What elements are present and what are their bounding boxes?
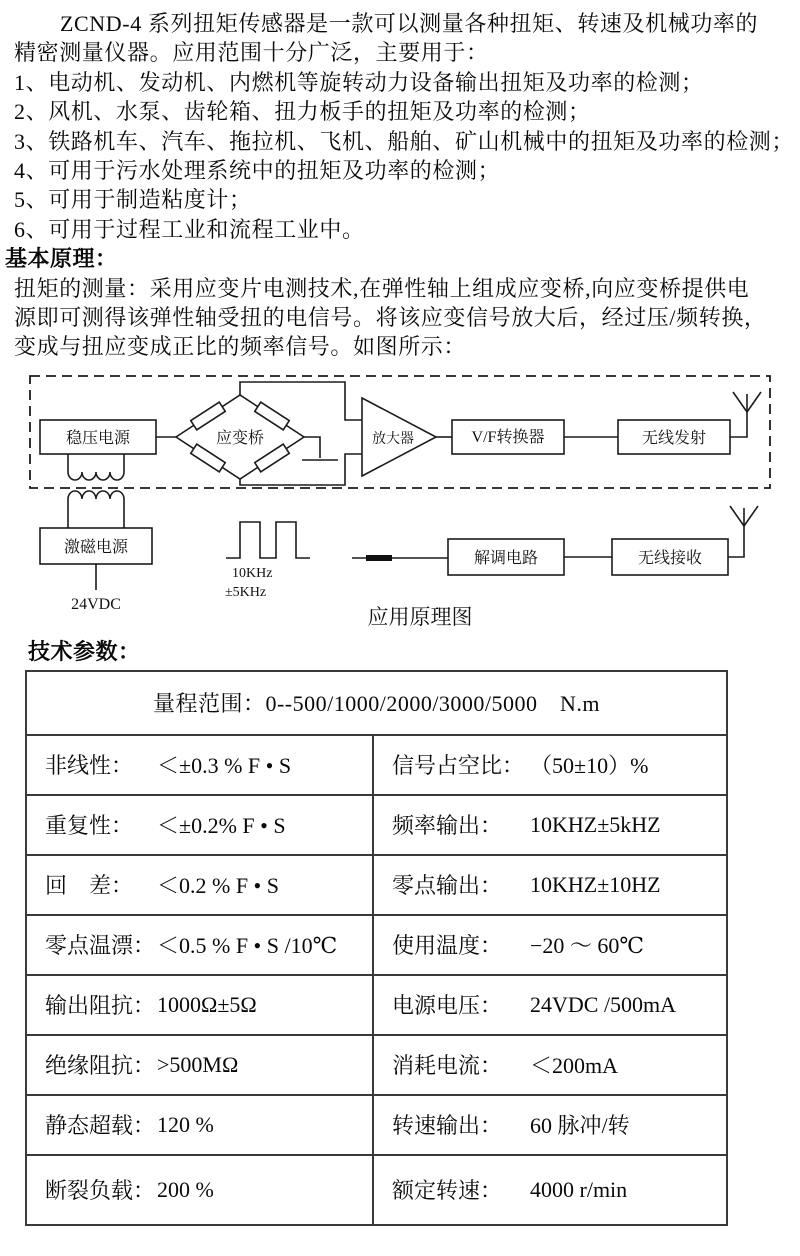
param-value: 1000Ω±5Ω bbox=[157, 991, 257, 1017]
demodulation-label: 解调电路 bbox=[473, 549, 539, 567]
table-cell bbox=[27, 974, 372, 1034]
tech-parameters-heading: 技术参数： bbox=[28, 638, 141, 664]
table-cell bbox=[372, 974, 726, 1034]
application-list-item: 2、风机、水泵、齿轮箱、扭力板手的扭矩及功率的检测； bbox=[14, 99, 591, 125]
param-label: 电源电压： bbox=[392, 993, 503, 1019]
param-label: 零点输出： bbox=[392, 873, 503, 899]
table-cell bbox=[27, 1094, 372, 1154]
principle-text-line: 变成与扭应变成正比的频率信号。如图所示： bbox=[14, 334, 467, 360]
param-label: 非线性： bbox=[45, 753, 134, 779]
intro-paragraph-line: ZCND-4 系列扭矩传感器是一款可以测量各种扭矩、转速及机械功率的 bbox=[60, 11, 759, 36]
param-value: ＜200mA bbox=[530, 1053, 619, 1079]
parameters-table bbox=[25, 670, 728, 1226]
table-cell bbox=[27, 854, 372, 914]
principle-text-line: 源即可测得该弹性轴受扭的电信号。将该应变信号放大后，经过压/频转换， bbox=[14, 305, 767, 331]
intro-paragraph-line: 精密测量仪器。应用范围十分广泛，主要用于： bbox=[14, 40, 489, 66]
intro-text-block bbox=[0, 0, 800, 362]
param-label: 绝缘阻抗： bbox=[45, 1053, 156, 1079]
param-label: 使用温度： bbox=[392, 933, 503, 959]
param-value: 60 脉冲/转 bbox=[530, 1113, 630, 1139]
param-label: 零点温漂： bbox=[45, 933, 156, 959]
table-cell bbox=[27, 794, 372, 854]
table-cell bbox=[27, 734, 372, 794]
wireless-transmit-label: 无线发射 bbox=[641, 429, 707, 447]
range-row: 量程范围：0--500/1000/2000/3000/5000 N.m bbox=[152, 691, 601, 717]
table-cell bbox=[372, 1154, 726, 1224]
square-wave-icon bbox=[226, 522, 310, 558]
frequency-label: 10KHz bbox=[232, 565, 273, 581]
param-value: ＜0.2 % F • S bbox=[157, 873, 279, 899]
regulated-power-label: 稳压电源 bbox=[65, 429, 131, 447]
table-cell bbox=[372, 854, 726, 914]
param-value: 4000 r/min bbox=[530, 1176, 628, 1202]
param-label: 回 差： bbox=[45, 873, 134, 899]
param-value: ＜±0.3 % F • S bbox=[157, 753, 292, 779]
coupling-coil-icon bbox=[68, 454, 124, 528]
param-label: 输出阻抗： bbox=[45, 993, 156, 1019]
application-list-item: 4、可用于污水处理系统中的扭矩及功率的检测； bbox=[14, 158, 501, 184]
param-label: 频率输出： bbox=[392, 813, 503, 839]
table-cell bbox=[27, 914, 372, 974]
param-label: 消耗电流： bbox=[392, 1053, 503, 1079]
table-cell bbox=[372, 914, 726, 974]
wireless-receive-label: 无线接收 bbox=[637, 549, 703, 567]
param-value: 10KHZ±10HZ bbox=[530, 871, 661, 897]
principle-text-line: 扭矩的测量：采用应变片电测技术,在弹性轴上组成应变桥,向应变桥提供电 bbox=[14, 275, 750, 301]
param-label: 断裂负载： bbox=[45, 1178, 156, 1204]
param-label: 重复性： bbox=[45, 813, 134, 839]
principle-diagram bbox=[0, 368, 800, 630]
param-value: ＜0.5 % F • S /10℃ bbox=[157, 933, 338, 959]
application-list-item: 6、可用于过程工业和流程工业中。 bbox=[14, 216, 365, 242]
param-label: 额定转速： bbox=[392, 1178, 503, 1204]
diagram-caption: 应用原理图 bbox=[367, 604, 473, 629]
param-value: 10KHZ±5kHZ bbox=[530, 811, 661, 837]
param-value: 200 % bbox=[157, 1176, 214, 1202]
table-cell bbox=[372, 734, 726, 794]
wire bbox=[304, 437, 320, 458]
amplifier-label: 放大器 bbox=[372, 431, 414, 447]
table-cell bbox=[372, 1034, 726, 1094]
strain-bridge-label: 应变桥 bbox=[215, 429, 265, 447]
table-cell bbox=[27, 1034, 372, 1094]
principle-heading: 基本原理： bbox=[5, 246, 118, 272]
receive-antenna-icon bbox=[728, 506, 758, 557]
application-list-item: 1、电动机、发动机、内燃机等旋转动力设备输出扭矩及功率的检测； bbox=[14, 69, 704, 95]
vf-converter-label: V/F转换器 bbox=[471, 428, 545, 446]
dc-supply-label: 24VDC bbox=[71, 595, 121, 613]
param-value: （50±10）% bbox=[530, 753, 649, 779]
transmit-antenna-icon bbox=[730, 392, 761, 437]
param-value: 120 % bbox=[157, 1111, 214, 1137]
param-label: 转速输出： bbox=[392, 1113, 503, 1139]
table-cell bbox=[27, 1154, 372, 1224]
excitation-power-label: 激磁电源 bbox=[63, 538, 129, 556]
param-label: 信号占空比： bbox=[392, 753, 525, 779]
param-value: >500MΩ bbox=[157, 1051, 239, 1077]
application-list-item: 3、铁路机车、汽车、拖拉机、飞机、船舶、矿山机械中的扭矩及功率的检测； bbox=[14, 128, 795, 154]
param-label: 静态超载： bbox=[45, 1113, 156, 1139]
table-cell bbox=[372, 1094, 726, 1154]
param-value: −20 ～ 60℃ bbox=[530, 933, 645, 959]
table-cell bbox=[372, 794, 726, 854]
param-value: 24VDC /500mA bbox=[530, 991, 677, 1017]
application-list-item: 5、可用于制造粘度计； bbox=[14, 187, 252, 213]
param-value: ＜±0.2% F • S bbox=[157, 813, 286, 839]
frequency-dev-label: ±5KHz bbox=[225, 584, 267, 600]
